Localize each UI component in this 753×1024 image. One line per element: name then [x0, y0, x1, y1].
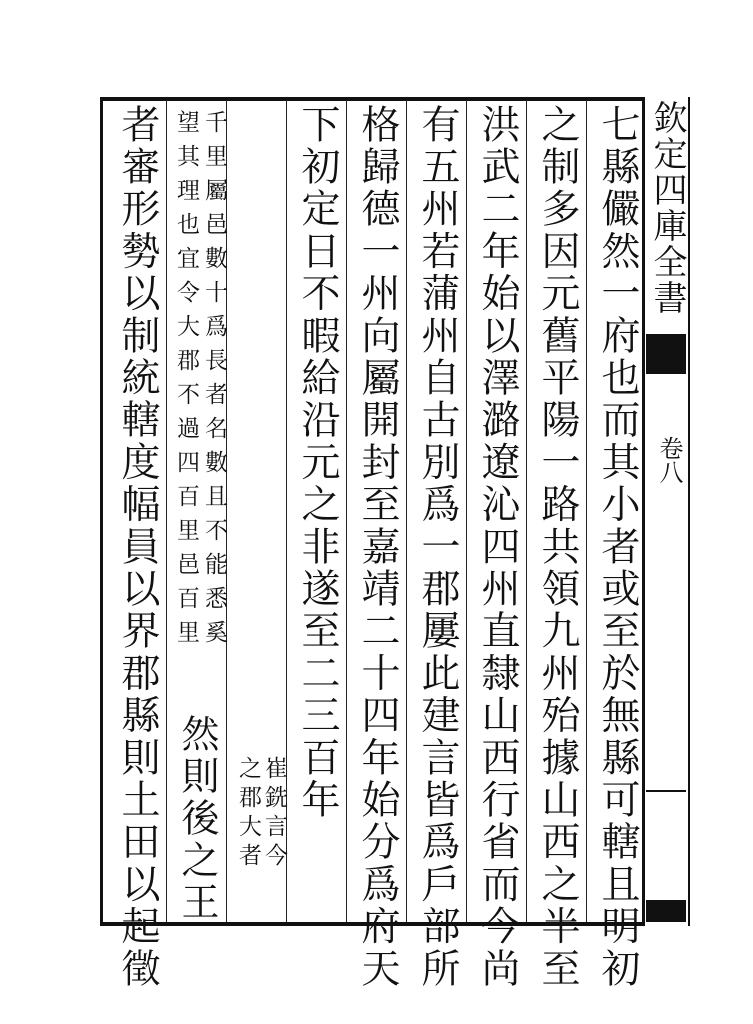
text-column-1: 七縣儼然一府也而其小者或至於無縣可轄且明初	[595, 104, 640, 991]
margin-divider	[646, 790, 686, 792]
margin-outer-border	[688, 97, 690, 926]
book-title: 欽定四庫全書	[647, 100, 687, 316]
text-column-4: 有五州若蒲州自古別爲一郡屢此建言皆爲戶部所	[415, 104, 460, 991]
frame-left-border	[100, 97, 103, 926]
text-column-6-main: 下初定日不暇給沿元之非遂至二三百年	[295, 104, 340, 822]
text-column-5: 格歸德一州向屬開封至嘉靖二十四年始分爲府天	[355, 104, 400, 991]
volume-label: 卷八	[655, 436, 683, 484]
margin-foot-block	[646, 900, 686, 922]
column-rule	[586, 100, 587, 922]
annotation-column-7-right: 千里屬邑數十爲長者名數且不能悉奚	[201, 110, 227, 654]
column-rule	[406, 100, 407, 922]
frame-right-border	[642, 97, 645, 926]
column-rule	[166, 100, 167, 922]
text-column-7-main: 然則後之王	[175, 714, 219, 924]
column-rule	[346, 100, 347, 922]
text-column-3: 洪武二年始以澤潞遼沁四州直隸山西行省而今尚	[475, 104, 520, 991]
column-rule	[526, 100, 527, 922]
annotation-column-6-left: 之郡大者	[235, 756, 261, 872]
fish-tail-block	[646, 334, 686, 374]
column-rule	[466, 100, 467, 922]
frame-top-border	[100, 97, 645, 101]
annotation-column-7-left: 望其理也宜令大郡不過四百里邑百里	[173, 110, 199, 654]
text-column-8: 者審形勢以制統轄度幅員以界郡縣則土田以起徵	[115, 104, 160, 991]
annotation-column-6-right: 崔銑言今	[261, 756, 287, 872]
text-column-2: 之制多因元舊平陽一路共領九州殆據山西之半至	[535, 104, 580, 991]
